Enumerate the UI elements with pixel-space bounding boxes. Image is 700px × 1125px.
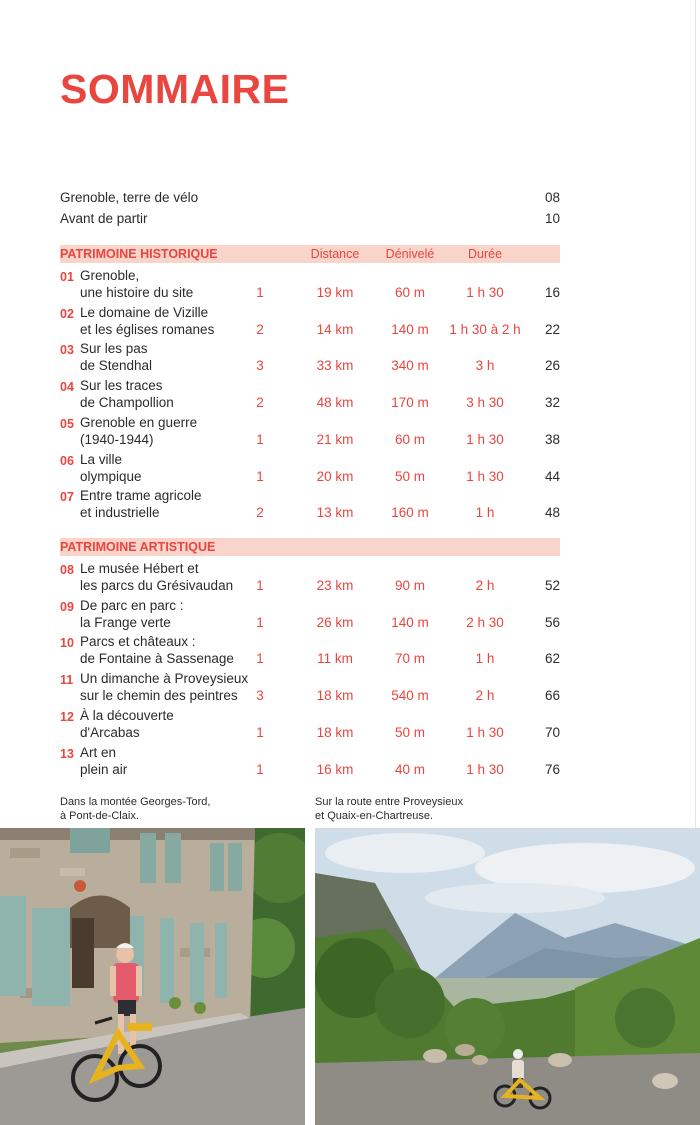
entry-distance: 23 km [316,578,354,593]
photo-mountain-road [315,828,700,1125]
entry-elevation: 60 m [394,431,426,447]
entry-level: 3 [256,358,264,374]
entry-title-line2: et les églises romanes [80,321,215,337]
entry-title-line1: Sur les traces [80,378,163,394]
column-header-denivele: Dénivelé [385,247,435,261]
entry-page: 76 [544,761,560,777]
entry-elevation: 60 m [394,285,426,300]
entry-title-line1: La ville [80,451,123,467]
entry-distance: 48 km [316,395,354,411]
toc-entry[interactable] [60,341,560,375]
entry-duration: 2 h [475,578,495,593]
entry-title-line1: Sur les pas [80,341,148,357]
intro-label: Avant de partir [60,211,148,226]
entry-title-line1: Parcs et châteaux : [80,634,196,650]
entry-elevation: 40 m [394,761,426,777]
entry-page: 22 [544,321,560,337]
entry-level: 1 [256,578,264,593]
entry-title-line1: Le domaine de Vizille [80,304,209,320]
toc-entry[interactable] [60,415,560,449]
entry-level: 1 [256,651,264,667]
entry-title-line1: Un dimanche à Proveysieux [80,671,249,687]
entry-page: 48 [544,505,560,521]
entry-number: 08 [60,563,74,577]
caption-right [315,795,463,823]
section-title: PATRIMOINE HISTORIQUE [60,247,218,261]
entry-distance: 19 km [316,285,354,300]
entry-page: 62 [544,651,560,667]
entry-duration: 1 h 30 [466,431,504,447]
column-header-duree: Durée [467,247,503,261]
entry-duration: 1 h [475,651,495,667]
entry-page: 52 [544,578,560,593]
entry-number: 07 [60,490,74,505]
toc-entry[interactable] [60,561,560,595]
entry-level: 1 [256,285,264,300]
entry-page: 16 [544,285,560,300]
entry-duration: 1 h [475,505,495,521]
entry-level: 1 [256,614,264,630]
intro-row[interactable] [60,211,560,226]
photo-village-street [0,828,305,1125]
entry-duration: 1 h 30 [466,724,504,740]
entry-elevation: 50 m [394,468,426,484]
entry-distance: 18 km [316,688,354,704]
entry-number: 09 [60,599,74,614]
entry-distance: 14 km [316,321,354,337]
caption-line: Dans la montée Georges-Tord, [60,796,211,808]
entry-duration: 3 h [475,358,495,374]
toc-entry[interactable] [60,634,560,668]
entry-number: 04 [60,380,74,395]
entry-page: 70 [544,724,560,740]
entry-duration: 2 h [475,688,495,704]
entry-elevation: 340 m [391,358,429,374]
entry-number: 10 [60,636,74,651]
entry-duration: 1 h 30 [466,285,504,300]
intro-label: Grenoble, terre de vélo [60,190,199,205]
entry-page: 26 [544,358,560,374]
entry-title-line2: (1940-1944) [80,431,154,447]
entry-title-line2: de Champollion [80,395,174,411]
intro-row[interactable] [60,190,560,205]
toc-entry[interactable] [60,598,560,632]
entry-title-line2: les parcs du Grésivaudan [80,578,234,593]
section-header [60,245,560,263]
toc-entry[interactable] [60,745,560,779]
entry-duration: 1 h 30 [466,468,504,484]
toc-entry[interactable] [60,378,560,412]
entry-elevation: 140 m [391,614,429,630]
entry-title-line2: plein air [80,761,128,777]
column-header-distance: Distance [310,247,360,261]
entry-elevation: 90 m [394,578,426,593]
entry-title-line2: olympique [80,468,142,484]
entry-elevation: 70 m [394,651,426,667]
entry-elevation: 140 m [391,321,429,337]
entry-title-line2: de Stendhal [80,358,153,374]
entry-elevation: 170 m [391,395,429,411]
entry-elevation: 540 m [391,688,429,704]
entry-title-line1: De parc en parc : [80,597,184,613]
entry-title-line1: Grenoble, [80,268,140,283]
entry-level: 2 [256,395,264,411]
caption-line: et Quaix-en-Chartreuse. [315,810,433,822]
caption-line: Sur la route entre Proveysieux [315,796,463,808]
toc-entry[interactable] [60,671,560,705]
entry-page: 38 [544,431,560,447]
intro-page: 08 [544,190,560,205]
entry-number: 13 [60,746,74,761]
entry-level: 2 [256,321,264,337]
entry-title-line2: d'Arcabas [80,724,140,740]
toc-entry[interactable] [60,488,560,522]
entry-number: 01 [60,270,74,284]
entry-duration: 2 h 30 [466,614,504,630]
entry-page: 44 [544,468,560,484]
entry-number: 12 [60,709,74,724]
entry-number: 11 [60,673,74,688]
toc-entry[interactable] [60,452,560,486]
entry-number: 06 [60,453,74,468]
entry-distance: 11 km [317,651,353,667]
entry-title-line2: de Fontaine à Sassenage [80,651,234,667]
entry-number: 05 [60,416,74,431]
entry-distance: 21 km [316,431,354,447]
entry-title-line1: Grenoble en guerre [80,414,198,430]
entry-page: 56 [544,614,560,630]
entry-distance: 33 km [316,358,354,374]
entry-title-line1: Entre trame agricole [80,488,202,504]
entry-level: 3 [256,688,264,704]
entry-number: 02 [60,306,74,321]
entry-elevation: 50 m [394,724,426,740]
toc-entry[interactable] [60,268,560,302]
entry-title-line2: la Frange verte [80,614,171,630]
caption-line: à Pont-de-Claix. [60,810,139,822]
entry-number: 03 [60,343,74,358]
entry-level: 2 [256,505,264,521]
entry-title-line1: À la découverte [80,707,174,723]
entry-title-line2: et industrielle [80,505,160,521]
caption-left [60,795,210,823]
toc-entry[interactable] [60,708,560,742]
section-title: PATRIMOINE ARTISTIQUE [60,540,216,554]
toc-entry[interactable] [60,305,560,339]
entry-duration: 1 h 30 [466,761,504,777]
section-header [60,538,560,556]
entry-distance: 16 km [316,761,354,777]
entry-level: 1 [256,761,264,777]
entry-level: 1 [256,724,264,740]
entry-title-line1: Art en [80,744,117,760]
entry-elevation: 160 m [391,505,429,521]
entry-distance: 13 km [316,505,354,521]
intro-page: 10 [544,211,560,226]
entry-distance: 20 km [316,468,354,484]
entry-level: 1 [256,468,264,484]
entry-title-line2: sur le chemin des peintres [80,688,238,704]
entry-duration: 3 h 30 [466,395,504,411]
entry-level: 1 [256,431,264,447]
entry-duration: 1 h 30 à 2 h [449,321,521,337]
entry-title-line1: Le musée Hébert et [80,561,199,576]
entry-page: 66 [544,688,560,704]
entry-title-line2: une histoire du site [80,285,194,300]
page-title: SOMMAIRE [60,66,290,112]
entry-distance: 26 km [316,614,354,630]
entry-page: 32 [544,395,560,411]
entry-distance: 18 km [316,724,354,740]
